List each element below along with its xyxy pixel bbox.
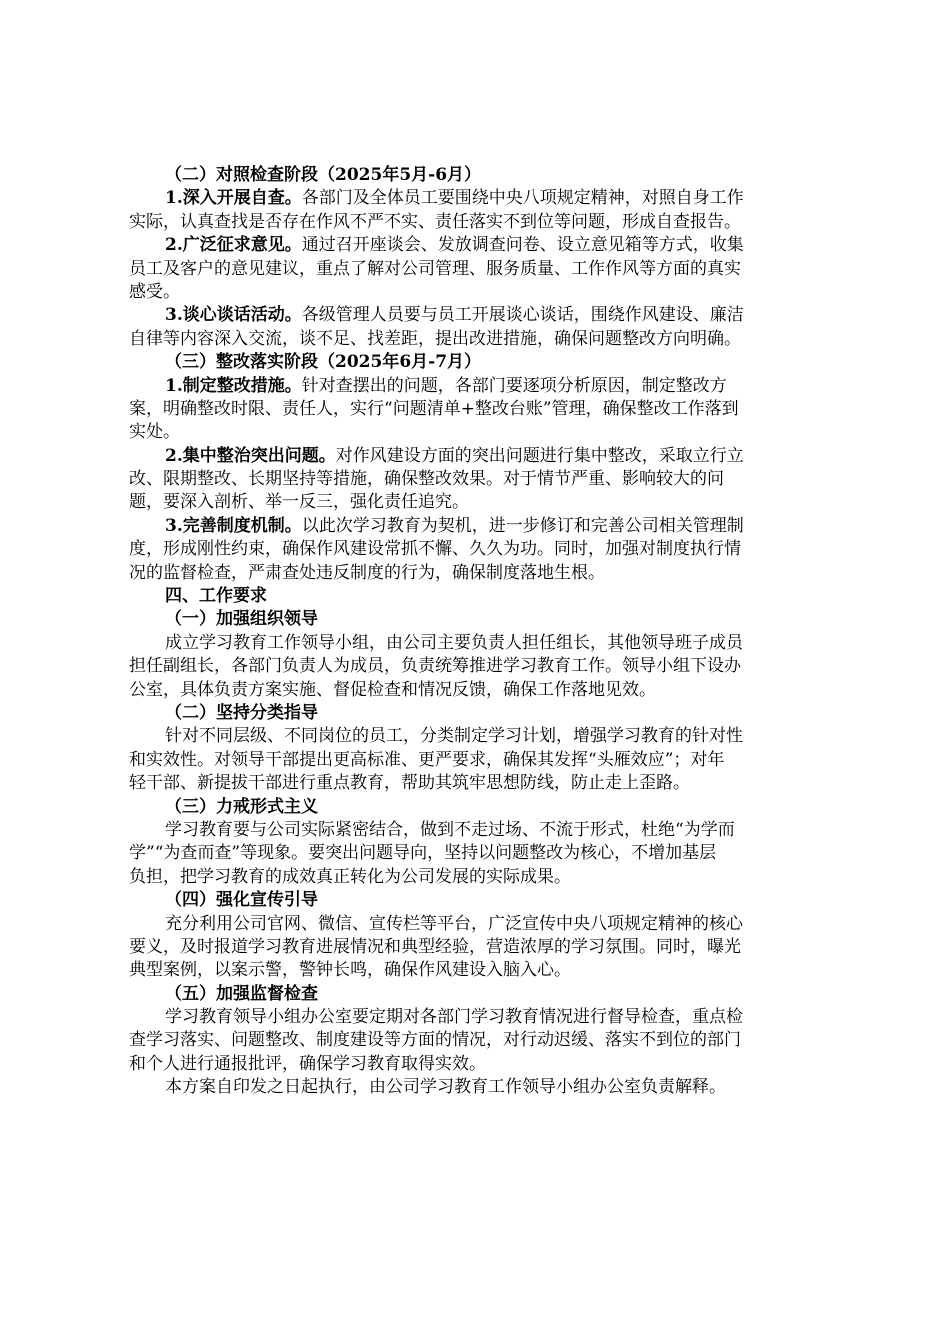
paragraph-line: 自律等内容深入交流，谈不足、找差距，提出改进措施，确保问题整改方向明确。 bbox=[129, 328, 741, 349]
paragraph-line: 和个人进行通报批评，确保学习教育取得实效。 bbox=[129, 1053, 486, 1074]
paragraph-line: 题，要深入剖析、举一反三，强化责任追究。 bbox=[129, 492, 469, 513]
item-heading: 1.深入开展自查。 bbox=[165, 188, 302, 209]
paragraph-line: 轻干部、新提拔干部进行重点教育，帮助其筑牢思想防线，防止走上歪路。 bbox=[129, 773, 690, 794]
subsection-heading: （五）加强监督检查 bbox=[165, 983, 318, 1004]
paragraph-line: 针对不同层级、不同岗位的员工，分类制定学习计划，增强学习教育的针对性 bbox=[165, 726, 743, 747]
item-heading: 2.广泛征求意见。 bbox=[165, 235, 302, 256]
paragraph-line: 查学习落实、问题整改、制度建设等方面的情况，对行动迟缓、落实不到位的部门 bbox=[129, 1030, 741, 1051]
paragraph-line: 改、限期整改、长期坚持等措施，确保整改效果。对于情节严重、影响较大的问 bbox=[129, 469, 724, 490]
subsection-heading: （三）力戒形式主义 bbox=[165, 796, 318, 817]
paragraph-line: 典型案例，以案示警，警钟长鸣，确保作风建设入脑入心。 bbox=[129, 960, 571, 981]
paragraph-text: 针对查摆出的问题，各部门要逐项分析原因，制定整改方 bbox=[301, 375, 727, 396]
section-heading: （二）对照检查阶段（2025年5月-6月） bbox=[165, 165, 482, 185]
paragraph-line: 成立学习教育工作领导小组，由公司主要负责人担任组长，其他领导班子成员 bbox=[165, 632, 743, 653]
item-heading: 1.制定整改措施。 bbox=[165, 375, 302, 396]
paragraph-line: 负担，把学习教育的成效真正转化为公司发展的实际成果。 bbox=[129, 866, 571, 887]
subsection-heading: （二）坚持分类指导 bbox=[165, 702, 318, 723]
paragraph-line: 案，明确整改时限、责任人，实行“问题清单+整改台账”管理，确保整改工作落到 bbox=[129, 398, 739, 419]
paragraph-line bbox=[129, 515, 833, 538]
paragraph-text: 对作风建设方面的突出问题进行集中整改，采取立行立 bbox=[335, 445, 744, 466]
paragraph-line bbox=[129, 445, 833, 468]
paragraph-text: 以此次学习教育为契机，进一步修订和完善公司相关管理制 bbox=[301, 515, 744, 536]
paragraph-line: 学习教育要与公司实际紧密结合，做到不走过场、不流于形式，杜绝“为学而 bbox=[165, 819, 735, 840]
paragraph-line: 担任副组长，各部门负责人为成员，负责统筹推进学习教育工作。领导小组下设办 bbox=[129, 656, 741, 677]
paragraph-text: 各级管理人员要与员工开展谈心谈话，围绕作风建设、廉洁 bbox=[301, 305, 744, 326]
document-body bbox=[129, 164, 833, 1100]
paragraph-line: 学”“为查而查”等现象。要突出问题导向，坚持以问题整改为核心，不增加基层 bbox=[129, 843, 717, 864]
paragraph-line: 要义，及时报道学习教育进展情况和典型经验，营造浓厚的学习氛围。同时，曝光 bbox=[129, 936, 741, 957]
item-heading: 2.集中整治突出问题。 bbox=[165, 445, 336, 466]
paragraph-line bbox=[129, 304, 833, 327]
item-heading: 3.完善制度机制。 bbox=[165, 515, 302, 536]
paragraph-text: 各部门及全体员工要围绕中央八项规定精神，对照自身工作 bbox=[301, 188, 744, 209]
subsection-heading: （四）强化宣传引导 bbox=[165, 890, 318, 911]
subsection-heading: （一）加强组织领导 bbox=[165, 609, 318, 630]
paragraph-line: 员工及客户的意见建议，重点了解对公司管理、服务质量、工作作风等方面的真实 bbox=[129, 258, 741, 279]
paragraph-line: 学习教育领导小组办公室要定期对各部门学习教育情况进行督导检查，重点检 bbox=[165, 1007, 743, 1028]
section-heading: （三）整改落实阶段（2025年6月-7月） bbox=[165, 352, 482, 373]
paragraph-line: 充分利用公司官网、微信、宣传栏等平台，广泛宣传中央八项规定精神的核心 bbox=[165, 913, 743, 934]
paragraph-line: 实际，认真查找是否存在作风不严不实、责任落实不到位等问题，形成自查报告。 bbox=[129, 211, 741, 232]
paragraph-line: 和实效性。对领导干部提出更高标准、更严要求，确保其发挥“头雁效应”；对年 bbox=[129, 749, 725, 770]
paragraph-line bbox=[129, 234, 833, 257]
paragraph-line: 况的监督检查，严肃查处违反制度的行为，确保制度落地生根。 bbox=[129, 562, 605, 583]
item-heading: 3.谈心谈话活动。 bbox=[165, 305, 302, 326]
paragraph-line: 度，形成刚性约束，确保作风建设常抓不懈、久久为功。同时，加强对制度执行情 bbox=[129, 539, 741, 560]
paragraph-line: 实处。 bbox=[129, 422, 180, 443]
paragraph-line: 感受。 bbox=[129, 281, 180, 302]
paragraph-line bbox=[129, 375, 833, 398]
chapter-heading: 四、工作要求 bbox=[165, 586, 267, 607]
closing-statement: 本方案自印发之日起执行，由公司学习教育工作领导小组办公室负责解释。 bbox=[165, 1077, 726, 1098]
paragraph-text: 通过召开座谈会、发放调查问卷、设立意见箱等方式，收集 bbox=[301, 235, 744, 256]
paragraph-line bbox=[129, 187, 833, 210]
paragraph-line: 公室，具体负责方案实施、督促检查和情况反馈，确保工作落地见效。 bbox=[129, 679, 656, 700]
